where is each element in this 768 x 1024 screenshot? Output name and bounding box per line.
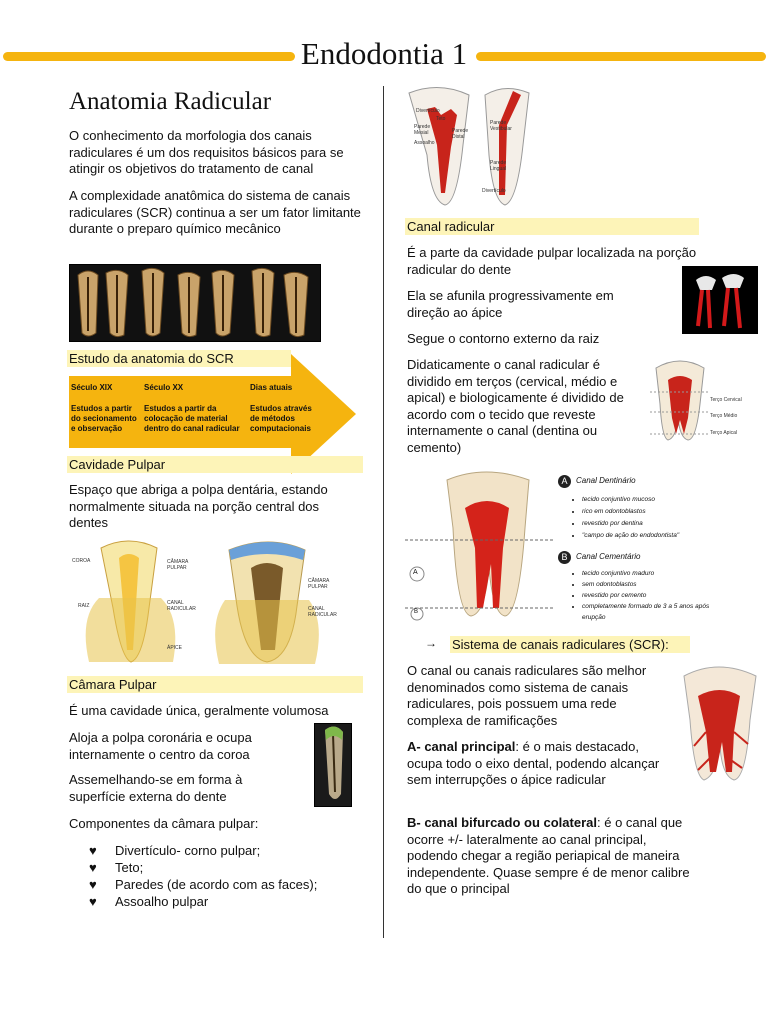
camara-text-4: Componentes da câmara pulpar: — [69, 816, 259, 831]
sectioned-teeth-illustration — [70, 265, 320, 341]
cavidade-text: Espaço que abriga a polpa dentária, estando normalmente situada na porção central dos dentes — [69, 482, 328, 530]
canal-principal-label: A- canal principal — [407, 739, 516, 754]
list-item: ♥ Paredes (de acordo com as faces); — [89, 877, 318, 892]
walls-label-4: Parede Distal — [452, 128, 469, 140]
list-item: • revestido por cemento — [582, 590, 722, 601]
sectioned-teeth-photo — [69, 264, 321, 342]
canal-text-4: Didaticamente o canal radicular é dividido em terços (cervical, médio e apical) e biologicamente é dividido de acordo com o tecido que reveste internamente o canal (dentina ou cemento) — [407, 357, 624, 455]
scr-canal-principal — [407, 739, 665, 789]
walls-label-5: Assoalho — [414, 140, 435, 146]
pulp-cavity-figure — [69, 538, 361, 668]
walls-label-7: Parede Lingual — [490, 160, 507, 172]
scr-arrow-icon: → — [425, 636, 437, 650]
heart-bullet-icon: ♥ — [89, 877, 97, 892]
list-item: • rico em odontoblastos — [582, 506, 752, 518]
scr-canal-bifurcado — [407, 815, 699, 898]
scr-period-3: Dias atuais — [250, 383, 293, 392]
scr-text-3: Estudos através de métodos computacionais — [250, 404, 312, 433]
list-item: • "campo de ação do endodontista" — [582, 530, 752, 542]
list-item: • revestido por dentina — [582, 518, 752, 530]
fig-label-apice: ÁPICE — [167, 645, 183, 651]
canal-text-2: Ela se afunila progressivamente em direção ao ápice — [407, 288, 614, 320]
intro-paragraph-1: O conhecimento da morfologia dos canais radiculares é um dos requisitos básicos para se atingir os objetivos do tratamento de canal — [69, 128, 344, 176]
fig-label-camara-2: CÂMARA PULPAR — [308, 578, 330, 590]
marker-a-left: A — [413, 569, 418, 576]
fig-label-coroa: COROA — [72, 558, 91, 564]
canal-a-title: Canal Dentinário — [576, 476, 636, 485]
camara-components-list — [89, 842, 359, 910]
heart-bullet-icon: ♥ — [89, 860, 97, 875]
fig-label-raiz: RAIZ — [78, 603, 90, 609]
list-item: • tecido conjuntivo maduro — [582, 568, 722, 579]
scr-text-1: Estudos a partir do secionamento e observação — [71, 404, 137, 433]
heart-bullet-icon: ♥ — [89, 843, 97, 858]
canal-a-list — [568, 494, 752, 542]
walls-label-1: Divertículo — [416, 108, 440, 114]
heart-bullet-icon: ♥ — [89, 894, 97, 909]
list-item: • sem odontoblastos — [582, 579, 722, 590]
scr-study-title: Estudo da anatomia do SCR — [67, 350, 291, 367]
canal-ramifications-figure — [676, 662, 762, 782]
third-cervical: Terço Cervical — [710, 397, 742, 403]
tooth-xray-illustration — [315, 724, 351, 806]
list-item: ♥ Divertículo- corno pulpar; — [89, 843, 261, 858]
third-apical: Terço Apical — [710, 430, 737, 436]
scr-text-2: Estudos a partir da colocação de material dentro do canal radicular — [144, 404, 240, 433]
tooth-xray-photo — [314, 723, 352, 807]
walls-label-6: Parede Vestibular — [490, 120, 512, 132]
canal-model-photo — [682, 266, 758, 334]
canal-principal-text: : é o mais destacado, ocupa todo o eixo dental, podendo alcançar sem interrupções o ápice radicular — [407, 739, 660, 787]
canal-title: Canal radicular — [405, 218, 699, 235]
list-item: • tecido conjuntivo mucoso — [582, 494, 752, 506]
camara-text-3: Assemelhando-se em forma à superfície externa do dente — [69, 772, 243, 804]
canal-bifurcado-text: : é o canal que ocorre +/- lateralmente ao canal principal, podendo chegar a região periapical de maneira independente. Quase sempre é de menor calibre do que o principal — [407, 815, 690, 896]
canal-b-title: Canal Cementário — [576, 552, 641, 561]
pulp-walls-figure — [405, 85, 535, 209]
scr-period-1: Século XIX — [71, 383, 113, 392]
list-item: • completamente formado de 3 a 5 anos após erupção — [582, 601, 722, 623]
canal-b-badge: B — [558, 551, 571, 564]
list-item: ♥ Teto; — [89, 860, 144, 875]
page-title: Endodontia 1 — [300, 36, 468, 71]
fig-label-canal-2: CANAL RADICULAR — [308, 606, 337, 618]
camara-text-2: Aloja a polpa coronária e ocupa internamente o centro da coroa — [69, 730, 252, 762]
fig-label-canal-1: CANAL RADICULAR — [167, 600, 196, 612]
cavidade-title: Cavidade Pulpar — [67, 456, 363, 473]
walls-label-8: Divertículo — [482, 188, 506, 194]
canal-a-badge: A — [558, 475, 571, 488]
scr-title: Sistema de canais radiculares (SCR): — [450, 636, 690, 653]
list-item: ♥ Assoalho pulpar — [89, 894, 209, 909]
root-thirds-figure — [650, 358, 710, 442]
intro-paragraph-2: A complexidade anatômica do sistema de canais radiculares (SCR) continua a ser um fator limitante durante o preparo químico mecânico — [69, 188, 361, 236]
section-heading: Anatomia Radicular — [69, 88, 272, 115]
canal-bifurcado-label: B- canal bifurcado ou colateral — [407, 815, 597, 830]
camara-title: Câmara Pulpar — [67, 676, 363, 693]
walls-label-3: Parede Mesial — [414, 124, 431, 136]
canal-text-3: Segue o contorno externo da raiz — [407, 331, 600, 346]
camara-text-1: É uma cavidade única, geralmente volumosa — [69, 703, 329, 718]
canal-text-1: É a parte da cavidade pulpar localizada na porção radicular do dente — [407, 245, 697, 277]
canal-types-figure — [405, 468, 555, 624]
column-divider — [383, 86, 384, 938]
canal-b-list — [568, 568, 722, 623]
walls-label-2: Teto — [436, 116, 446, 122]
scr-text: O canal ou canais radiculares são melhor denominados como sistema de canais radiculares, pois possuem uma rede complexa de ramificações — [407, 663, 647, 728]
fig-label-camara-1: CÂMARA PULPAR — [167, 559, 189, 571]
canal-model-illustration — [682, 266, 758, 334]
third-medio: Terço Médio — [710, 413, 738, 419]
scr-period-2: Século XX — [144, 383, 184, 392]
marker-b-left: B — [414, 609, 419, 615]
